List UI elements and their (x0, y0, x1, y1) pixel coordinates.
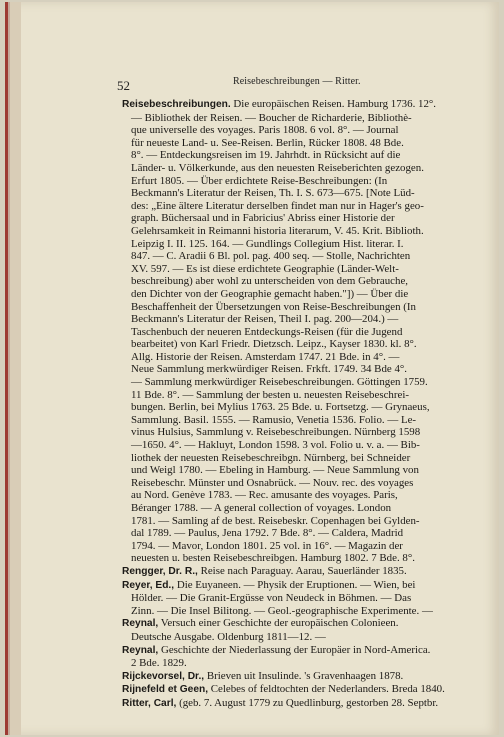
entry-line: Zinn. — Die Insel Bilitong. — Geol.-geographische Experimente. — (131, 604, 433, 617)
entry-line: 847. — C. Aradii 6 Bl. pol. pag. 400 seq. — Stolle, Nachrichten (131, 250, 411, 263)
entry-rijnefeld (122, 683, 494, 697)
entry-line: Reyer, Ed., Die Euyaneen. — Physik der Eruptionen. — Wien, bei (122, 578, 416, 591)
entry-line: Reisebeschr. Münster und Osnabrück. — Nouv. rec. des voyages (131, 476, 414, 489)
entry-headword: Reynal, (122, 618, 159, 630)
entry-ritter (122, 697, 494, 711)
entry-line: Deutsche Ausgabe. Oldenburg 1811—12. — (131, 630, 326, 643)
entry-line: den Dichter von der Geographie gemacht haben."]) — Über die (131, 287, 409, 300)
entry-line: Reynal, Versuch einer Geschichte der europäischen Colonieen. (122, 617, 399, 630)
entry-line: graph. Büchersaal und in Fabricius' Abriss einer Historie der (131, 212, 395, 225)
entry-list (122, 98, 494, 711)
book-page (5, 2, 499, 735)
entry-line: Hölder. — Die Granit-Ergüsse von Neudeck in Böhmen. — Das (131, 592, 412, 605)
entry-line: Beschaffenheit der Übersetzungen von Reise-Beschreibungen (In (131, 300, 416, 313)
entry-headword: Rijckevorsel, Dr., (122, 670, 205, 682)
entry-line: Reynal, Geschichte der Niederlassung der Europäer in Nord-America. (122, 643, 431, 656)
page-spine-edge (5, 2, 21, 735)
entry-line: Taschenbuch der neueren Entdeckungs-Reisen (für die Jugend (131, 325, 403, 338)
entry-line: Allg. Historie der Reisen. Amsterdam 1747. 21 Bde. in 4°. — (131, 350, 400, 363)
entry-line: — Bibliothek der Reisen. — Boucher de Richarderie, Bibliothè- (131, 111, 412, 124)
entry-line: Rengger, Dr. R., Reise nach Paraguay. Aarau, Sauerländer 1835. (122, 564, 407, 577)
entry-line: Béranger 1788. — A general collection of voyages. London (131, 502, 392, 514)
entry-line: bungen. Berlin, bei Mylius 1763. 25 Bde. u. Fortsetzg. — Grynaeus, (131, 401, 430, 414)
entry-line: Gelehrsamkeit in Reimanni historia literarum, V. 45. Krit. Biblioth. (131, 224, 424, 237)
entry-line: 11 Bde. 8°. — Sammlung der besten u. neuesten Reisebeschrei- (131, 388, 409, 401)
entry-line: 8°. — Entdeckungsreisen im 19. Jahrhdt. in Rücksicht auf die (131, 149, 401, 162)
entry-line: Neue Sammlung merkwürdiger Reisen. Frkft. 1749. 34 Bde 4°. (131, 363, 407, 376)
entry-line: XV. 597. — Es ist diese erdichtete Geographie (Länder-Welt- (131, 262, 399, 275)
entry-headword: Reyer, Ed., (122, 579, 175, 591)
running-title: Reisebeschreibungen — Ritter. (233, 76, 361, 87)
entry-rijckevorsel (122, 670, 494, 684)
entry-line: des: „Eine ältere Literatur derselben findet man nur in Hager's geo- (131, 199, 424, 212)
entry-line: bearbeitet) von Karl Friedr. Dietzsch. Leipz., Kayser 1830. kl. 8°. (131, 338, 417, 351)
entry-line: Leipzig I. II. 125. 164. — Gundlings Collegium Hist. literar. I. (131, 237, 404, 250)
entry-line: Reisebeschreibungen. Die europäischen Reisen. Hamburg 1736. 12°. (122, 98, 436, 110)
entry-line: Erfurt 1805. — Über erdichtete Reise-Beschreibungen: (In (131, 174, 388, 187)
entry-headword: Rengger, Dr. R., (122, 565, 198, 577)
entry-line: für neueste Land- u. See-Reisen. Berlin, Rücker 1808. 48 Bde. (131, 136, 404, 149)
entry-headword: Reisebeschreibungen. (122, 99, 231, 110)
entry-line: 1794. — Mavor, London 1801. 25 vol. in 16°. — Magazin der (131, 539, 403, 552)
entry-line: —1650. 4°. — Hakluyt, London 1598. 3 vol. Folio u. v. a. — Bib- (131, 439, 420, 452)
entry-line: au Nord. Genève 1783. — Rec. amusante des voyages. Paris, (131, 489, 398, 502)
entry-line: Beckmann's Literatur der Reisen, Th. I. S. 673—675. [Note Lüd- (131, 187, 415, 200)
entry-reynal-1 (122, 617, 494, 643)
entry-line: und Weigl 1780. — Ebeling in Hamburg. — Neue Sammlung von (131, 464, 419, 477)
entry-rengger (122, 565, 494, 579)
entry-reisebeschreibungen (122, 98, 494, 565)
entry-line: dal 1789. — Paulus, Jena 1792. 7 Bde. 8°. — Caldera, Madrid (131, 527, 404, 540)
entry-headword: Rijnefeld et Geen, (122, 684, 209, 696)
entry-line: Länder- u. Völkerkunde, aus den neuesten Reiseberichten gezogen. (131, 161, 424, 174)
page-header (117, 76, 487, 92)
entry-line: que universelle des voyages. Paris 1808. 6 vol. 8°. — Journal (131, 124, 399, 137)
entry-line: Rijckevorsel, Dr., Brieven uit Insulinde. 's Gravenhaagen 1878. (122, 669, 404, 682)
entry-line: Ritter, Carl, (geb. 7. August 1779 zu Quedlinburg, gestorben 28. Septbr. (122, 696, 439, 709)
entry-line: Rijnefeld et Geen, Celebes of feldtochten der Nederlanders. Breda 1840. (122, 683, 445, 696)
entry-reynal-2 (122, 644, 494, 670)
entry-line: 2 Bde. 1829. (131, 657, 187, 670)
entry-line: liothek der neuesten Reisebeschreibgn. Nürnberg, bei Schneider (131, 451, 411, 464)
page-number: 52 (117, 78, 130, 93)
entry-line: — Sammlung merkwürdiger Reisebeschreibungen. Göttingen 1759. (131, 376, 428, 389)
entry-line: neuesten u. besten Reisebeschreibgen. Hamburg 1802. 7 Bde. 8°. (131, 552, 415, 565)
entry-headword: Reynal, (122, 644, 159, 656)
entry-headword: Ritter, Carl, (122, 697, 177, 709)
entry-line: vinus Hulsius, Sammlung v. Reisebeschreibungen. Nürnberg 1598 (131, 426, 421, 439)
entry-line: Sammlung. Basil. 1555. — Ramusio, Venetia 1536. Folio. — Le- (131, 413, 417, 426)
entry-line: Beckmann's Literatur der Reisen, Theil I. pag. 200—204.) — (131, 313, 399, 326)
entry-reyer (122, 579, 494, 618)
entry-line: 1781. — Samling af de best. Reisebeskr. Copenhagen bei Gylden- (131, 514, 420, 527)
entry-line: beschreibung) aber wohl zu unterscheiden von dem Gebrauche, (131, 275, 408, 288)
